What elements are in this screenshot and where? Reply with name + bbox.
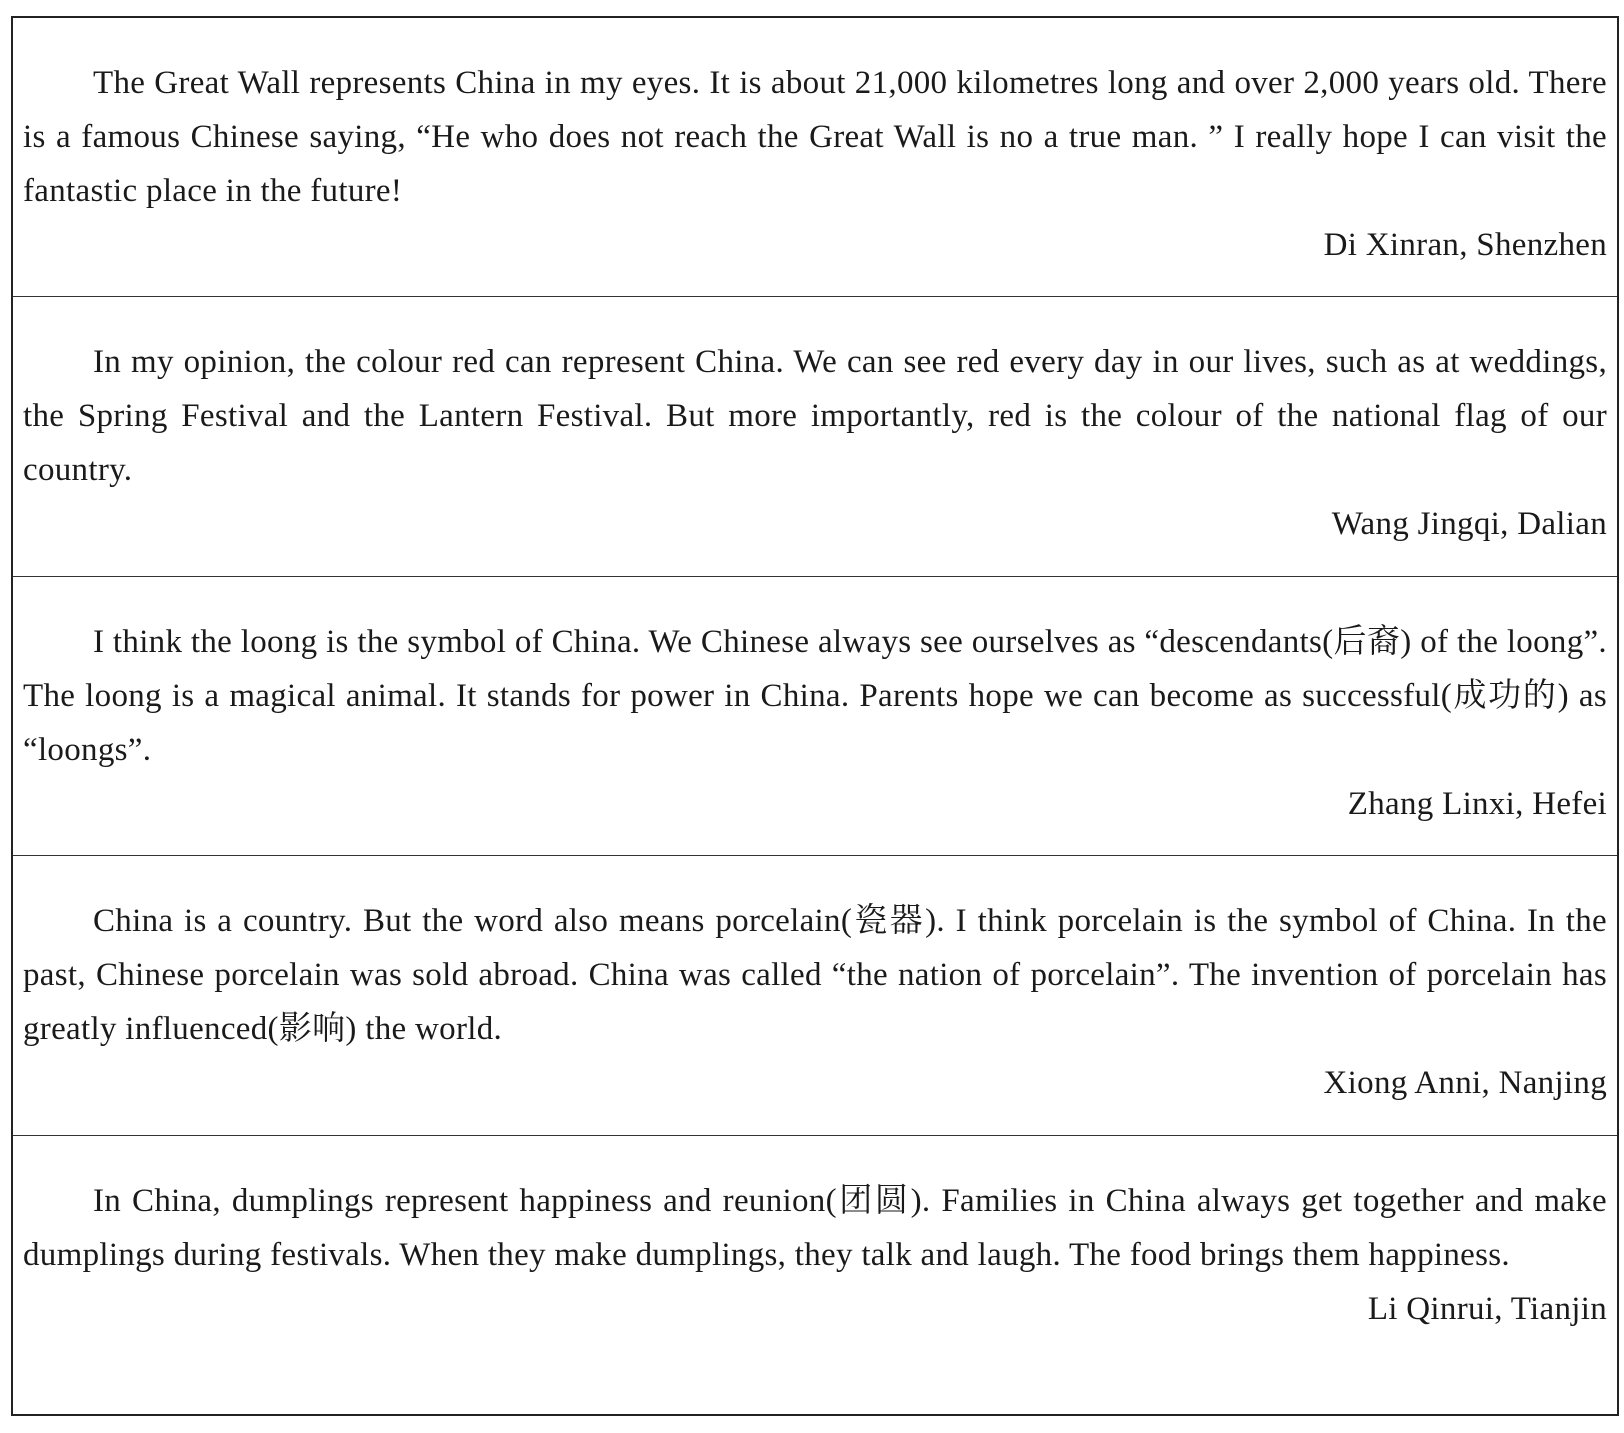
- entry-porcelain: [13, 856, 1617, 1135]
- entry-loong: [13, 577, 1617, 856]
- entry-author: Wang Jingqi, Dalian: [1331, 506, 1607, 543]
- entry-text: The Great Wall represents China in my eyes. It is about 21,000 kilometres long and over 2,000 years old. There is a famous Chinese saying, “He who does not reach the Great Wall is no a true man. ” I really hope I can visit the fantastic place in the future!: [23, 65, 1607, 209]
- entry-author: Li Qinrui, Tianjin: [1367, 1290, 1607, 1327]
- entry-text: I think the loong is the symbol of China. We Chinese always see ourselves as “descendants(后裔) of the loong”. The loong is a magical animal. It stands for power in China. Parents hope we can become as successful(成功的) as “loongs”.: [23, 623, 1607, 768]
- entry-dumplings: [13, 1136, 1617, 1414]
- opinions-table: [11, 16, 1619, 1416]
- entry-author: Di Xinran, Shenzhen: [1323, 227, 1607, 263]
- entry-author: Xiong Anni, Nanjing: [1323, 1065, 1607, 1102]
- entry-text: China is a country. But the word also means porcelain(瓷器). I think porcelain is the symbol of China. In the past, Chinese porcelain was sold abroad. China was called “the nation of porcelain”. The invention of porcelain has greatly influenced(影响) the world.: [23, 903, 1607, 1048]
- entry-text: In China, dumplings represent happiness and reunion(团圆). Families in China always get together and make dumplings during festivals. When they make dumplings, they talk and laugh. The food brings them happiness.: [23, 1182, 1607, 1273]
- entry-text: In my opinion, the colour red can represent China. We can see red every day in our lives, such as at weddings, the Spring Festival and the Lantern Festival. But more importantly, red is the colour of the national flag of our country.: [23, 344, 1607, 489]
- entry-great-wall: [13, 18, 1617, 297]
- entry-author: Zhang Linxi, Hefei: [1347, 785, 1607, 822]
- entry-colour-red: [13, 297, 1617, 576]
